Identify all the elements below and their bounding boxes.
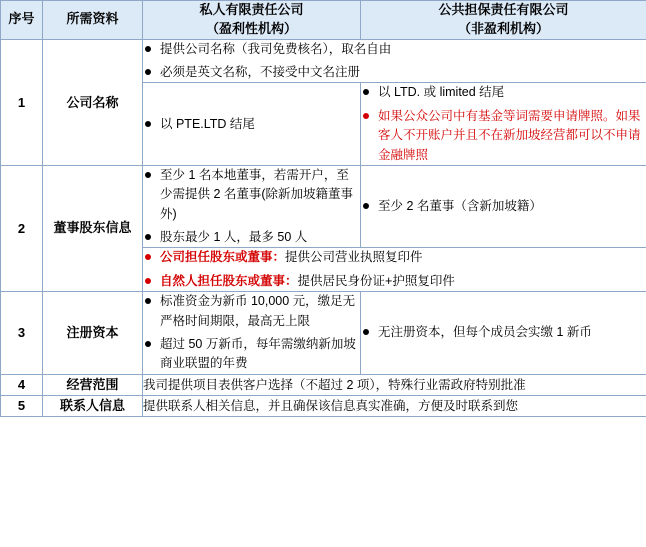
- list-item: 至少 1 名本地董事，若需开户，至少需提供 2 名董事(除新加坡籍董事外): [143, 166, 360, 224]
- row1-public-cell: [361, 83, 646, 166]
- header-private-company: [143, 1, 361, 40]
- row3-private-cell: [143, 292, 361, 375]
- list-item: 必须是英文名称，不接受中文名注册: [143, 63, 646, 82]
- bullet-list: [143, 40, 646, 83]
- bullet-list: [143, 166, 360, 248]
- header-public-main: 公共担保责任有限公司: [438, 2, 569, 17]
- table-row: [1, 395, 646, 416]
- label-individual-shareholder: 自然人担任股东或董事：: [160, 273, 298, 288]
- text-company-shareholder: 提供公司营业执照复印件: [285, 250, 423, 265]
- row4-shared-cell: 我司提供项目表供客户选择（不超过 2 项），特殊行业需政府特别批准: [143, 374, 646, 395]
- row2-public-cell: [361, 165, 646, 248]
- list-item: 以 LTD. 或 limited 结尾: [361, 83, 646, 102]
- text-individual-shareholder: 提供居民身份证+护照复印件: [297, 273, 455, 288]
- row-number: 5: [1, 395, 43, 416]
- table-header-row: [1, 1, 646, 40]
- row-number: 3: [1, 292, 43, 375]
- row-item-label: 董事股东信息: [43, 165, 143, 291]
- row-item-label: 公司名称: [43, 39, 143, 165]
- list-item: 股东最少 1 人，最多 50 人: [143, 228, 360, 247]
- table-row: [1, 374, 646, 395]
- label-company-shareholder: 公司担任股东或董事：: [160, 250, 286, 265]
- row5-shared-cell: 提供联系人相关信息，并且确保该信息真实准确，方便及时联系到您: [143, 395, 646, 416]
- row-item-label: 注册资本: [43, 292, 143, 375]
- list-item: 超过 50 万新币，每年需缴纳新加坡商业联盟的年费: [143, 335, 360, 374]
- list-item-individual-shareholder: [143, 272, 646, 291]
- bullet-list: [361, 197, 646, 216]
- list-item: 提供公司名称（我司免费核名），取名自由: [143, 40, 646, 59]
- row-number: 4: [1, 374, 43, 395]
- bullet-list: [361, 323, 646, 342]
- list-item: 标准资金为新币 10,000 元，缴足无严格时间期限，最高无上限: [143, 292, 360, 331]
- row2-private-cell: [143, 165, 361, 248]
- header-private-main: 私人有限责任公司: [199, 2, 304, 17]
- header-item: 所需资料: [43, 1, 143, 40]
- table-row: [1, 292, 646, 375]
- list-item-company-shareholder: [143, 248, 646, 267]
- row-item-label: 经营范围: [43, 374, 143, 395]
- row-number: 2: [1, 165, 43, 291]
- row1-shared-cell: [143, 39, 646, 83]
- bullet-list: [143, 248, 646, 291]
- row-item-label: 联系人信息: [43, 395, 143, 416]
- header-private-sub: （盈利性机构）: [205, 20, 297, 36]
- table-row: [1, 165, 646, 248]
- bullet-list: [143, 292, 360, 374]
- header-public-company: [361, 1, 646, 40]
- list-item-warning: 如果公众公司中有基金等词需要申请牌照。如果客人不开账户并且不在新加坡经营都可以不申请金融牌照: [361, 107, 646, 165]
- header-no: 序号: [1, 1, 43, 40]
- bullet-list: [143, 115, 360, 134]
- row-number: 1: [1, 39, 43, 165]
- row3-public-cell: [361, 292, 646, 375]
- row1-private-cell: [143, 83, 361, 166]
- header-public-sub: （非盈利机构）: [457, 20, 549, 36]
- list-item: 以 PTE.LTD 结尾: [143, 115, 360, 134]
- row2-shared-cell: [143, 248, 646, 292]
- list-item: 无注册资本，但每个成员会实缴 1 新币: [361, 323, 646, 342]
- list-item: 至少 2 名董事（含新加坡籍）: [361, 197, 646, 216]
- table-row: [1, 39, 646, 83]
- bullet-list: [361, 83, 646, 165]
